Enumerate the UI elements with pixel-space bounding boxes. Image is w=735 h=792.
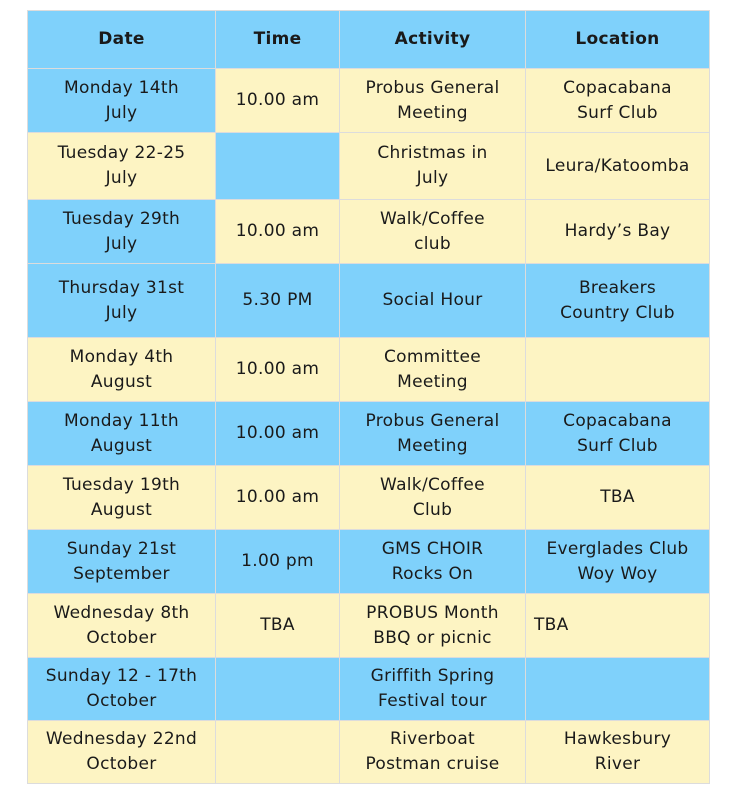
time-cell bbox=[216, 530, 340, 594]
activity-cell bbox=[340, 264, 526, 338]
location-cell bbox=[526, 69, 710, 133]
location-text: Hardy’s Bay bbox=[564, 221, 671, 241]
header-location: Location bbox=[526, 11, 710, 69]
date-cell bbox=[28, 721, 216, 784]
time-text: 1.00 pm bbox=[241, 551, 314, 571]
time-cell bbox=[216, 200, 340, 264]
location-text: Leura/Katoomba bbox=[545, 155, 690, 176]
date-text: Wednesday 8th bbox=[53, 602, 190, 623]
date-text: July bbox=[105, 302, 138, 323]
time-text: 10.00 am bbox=[235, 359, 320, 379]
date-cell bbox=[28, 466, 216, 530]
time-text: 10.00 am bbox=[235, 90, 320, 110]
time-cell bbox=[216, 264, 340, 338]
location-text: Surf Club bbox=[577, 102, 658, 123]
location-cell bbox=[526, 658, 710, 721]
date-text: July bbox=[105, 102, 138, 123]
activity-cell bbox=[340, 133, 526, 200]
activity-text: GMS CHOIR bbox=[381, 538, 484, 559]
date-cell bbox=[28, 530, 216, 594]
activity-text: Social Hour bbox=[382, 290, 483, 310]
date-text: Sunday 21st bbox=[66, 538, 177, 559]
activity-text: Festival tour bbox=[378, 691, 487, 711]
date-cell bbox=[28, 338, 216, 402]
table-row bbox=[28, 658, 710, 721]
date-text: Thursday 31st bbox=[58, 277, 185, 298]
time-cell bbox=[216, 402, 340, 466]
date-text: Monday 4th bbox=[69, 346, 174, 367]
location-cell bbox=[526, 133, 710, 200]
date-text: Monday 14th bbox=[64, 77, 179, 98]
date-text: July bbox=[105, 168, 138, 188]
activity-text: Meeting bbox=[397, 102, 468, 123]
activity-text: Probus General bbox=[365, 410, 500, 431]
activity-text: Griffith Spring bbox=[370, 666, 495, 686]
location-text: Surf Club bbox=[577, 435, 658, 456]
activity-text: club bbox=[414, 233, 451, 254]
activity-text: Postman cruise bbox=[365, 754, 500, 774]
time-cell bbox=[216, 721, 340, 784]
activity-text: July bbox=[416, 168, 449, 188]
header-time: Time bbox=[216, 11, 340, 69]
location-cell bbox=[526, 466, 710, 530]
location-text: River bbox=[594, 754, 641, 774]
date-text: Tuesday 29th bbox=[62, 208, 181, 229]
date-cell bbox=[28, 200, 216, 264]
time-cell bbox=[216, 466, 340, 530]
date-cell bbox=[28, 658, 216, 721]
time-cell bbox=[216, 133, 340, 200]
activity-cell bbox=[340, 69, 526, 133]
location-text: Breakers bbox=[578, 277, 657, 298]
date-text: Sunday 12 - 17th bbox=[45, 666, 198, 686]
activity-text: Christmas in bbox=[377, 143, 488, 163]
date-cell bbox=[28, 594, 216, 658]
location-cell bbox=[526, 721, 710, 784]
date-cell bbox=[28, 133, 216, 200]
time-cell bbox=[216, 658, 340, 721]
location-cell bbox=[526, 530, 710, 594]
activity-text: Walk/Coffee bbox=[380, 208, 485, 229]
date-cell bbox=[28, 264, 216, 338]
time-cell bbox=[216, 594, 340, 658]
location-text: Woy Woy bbox=[577, 563, 658, 584]
header-activity: Activity bbox=[340, 11, 526, 69]
activity-cell bbox=[340, 658, 526, 721]
date-text: October bbox=[86, 691, 157, 711]
header-date: Date bbox=[28, 11, 216, 69]
date-text: Monday 11th bbox=[64, 410, 179, 431]
date-text: Wednesday 22nd bbox=[45, 729, 198, 749]
table-row bbox=[28, 594, 710, 658]
activity-cell bbox=[340, 200, 526, 264]
date-cell bbox=[28, 402, 216, 466]
activity-text: Riverboat bbox=[389, 729, 476, 749]
location-cell bbox=[526, 594, 710, 658]
activity-cell bbox=[340, 594, 526, 658]
activity-text: Meeting bbox=[397, 371, 468, 392]
date-text: August bbox=[90, 499, 153, 520]
location-cell bbox=[526, 338, 710, 402]
table-row bbox=[28, 264, 710, 338]
activity-cell bbox=[340, 530, 526, 594]
activity-text: Meeting bbox=[397, 435, 468, 456]
activity-text: BBQ or picnic bbox=[373, 627, 492, 648]
location-cell bbox=[526, 264, 710, 338]
date-text: October bbox=[86, 754, 157, 774]
table-row bbox=[28, 69, 710, 133]
time-text: 5.30 PM bbox=[242, 290, 313, 310]
activity-text: Probus General bbox=[365, 77, 500, 98]
time-cell bbox=[216, 69, 340, 133]
activity-cell bbox=[340, 338, 526, 402]
location-text: TBA bbox=[534, 615, 569, 635]
table-row bbox=[28, 402, 710, 466]
location-text: Country Club bbox=[560, 302, 675, 323]
table-row bbox=[28, 466, 710, 530]
table-row bbox=[28, 721, 710, 784]
activity-text: Committee bbox=[383, 346, 482, 367]
table-row bbox=[28, 338, 710, 402]
location-cell bbox=[526, 402, 710, 466]
activity-text: PROBUS Month bbox=[366, 602, 499, 623]
table-row bbox=[28, 133, 710, 200]
table-row bbox=[28, 530, 710, 594]
schedule-table bbox=[27, 10, 710, 784]
location-text: Hawkesbury bbox=[563, 729, 672, 749]
activity-cell bbox=[340, 402, 526, 466]
date-text: Tuesday 19th bbox=[62, 474, 181, 495]
header-row bbox=[28, 11, 710, 69]
date-text: July bbox=[105, 233, 138, 254]
activity-cell bbox=[340, 466, 526, 530]
activity-text: Club bbox=[412, 499, 453, 520]
location-text: Copacabana bbox=[563, 410, 672, 431]
time-text: 10.00 am bbox=[235, 487, 320, 507]
location-text: TBA bbox=[600, 487, 635, 507]
time-text: TBA bbox=[260, 615, 295, 635]
activity-cell bbox=[340, 721, 526, 784]
activity-text: Rocks On bbox=[391, 563, 474, 584]
time-cell bbox=[216, 338, 340, 402]
date-text: August bbox=[90, 371, 153, 392]
activity-text: Walk/Coffee bbox=[380, 474, 485, 495]
date-text: October bbox=[86, 627, 157, 648]
time-text: 10.00 am bbox=[235, 423, 320, 443]
date-text: September bbox=[73, 563, 170, 584]
location-text: Everglades Club bbox=[546, 538, 689, 559]
date-cell bbox=[28, 69, 216, 133]
location-cell bbox=[526, 200, 710, 264]
date-text: August bbox=[90, 435, 153, 456]
date-text: Tuesday 22-25 bbox=[57, 143, 186, 163]
location-text: Copacabana bbox=[563, 77, 672, 98]
time-text: 10.00 am bbox=[235, 221, 320, 241]
table-row bbox=[28, 200, 710, 264]
